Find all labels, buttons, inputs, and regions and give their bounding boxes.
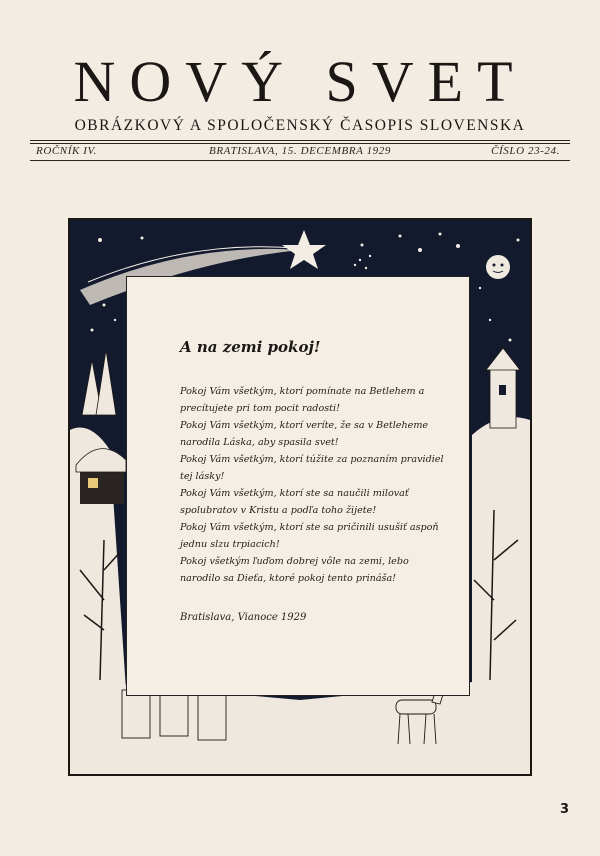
- greeting-heading: A na zemi pokoj!: [180, 338, 321, 356]
- divider: [30, 140, 570, 141]
- page-number: 3: [560, 802, 570, 817]
- issue-number-label: ČÍSLO 23-24.: [491, 145, 560, 157]
- place-date-label: BRATISLAVA, 15. DECEMBRA 1929: [209, 145, 391, 157]
- greeting-verse: Pokoj Vám všetkým, ktorí ste sa naučili milovať spolubratov v Kristu a podľa toho žijete!: [180, 488, 409, 516]
- greeting-verse: Pokoj Vám všetkým, ktorí ste sa pričinili usušiť aspoň jednu slzu trpiacich!: [180, 522, 439, 550]
- greeting-verse: Pokoj Vám všetkým, ktorí veríte, že sa v Betleheme narodila Láska, aby spasila svet!: [180, 420, 429, 448]
- magazine-title: NOVÝ SVET: [73, 49, 527, 114]
- greeting-verse: Pokoj všetkým ľuďom dobrej vôle na zemi, lebo narodilo sa Dieťa, ktoré pokoj tento prináša!: [180, 556, 409, 584]
- divider: [30, 160, 570, 161]
- magazine-subtitle: OBRÁZKOVÝ A SPOLOČENSKÝ ČASOPIS SLOVENSKA: [74, 117, 526, 134]
- greeting-verse: Pokoj Vám všetkým, ktorí pomínate na Betlehem a precítujete pri tom pocit radosti!: [180, 386, 425, 414]
- greeting-signature: Bratislava, Vianoce 1929: [180, 612, 307, 623]
- divider: [30, 143, 570, 144]
- volume-label: ROČNÍK IV.: [36, 145, 97, 157]
- greeting-verse: Pokoj Vám všetkým, ktorí túžite za poznaním pravidiel tej lásky!: [180, 454, 444, 482]
